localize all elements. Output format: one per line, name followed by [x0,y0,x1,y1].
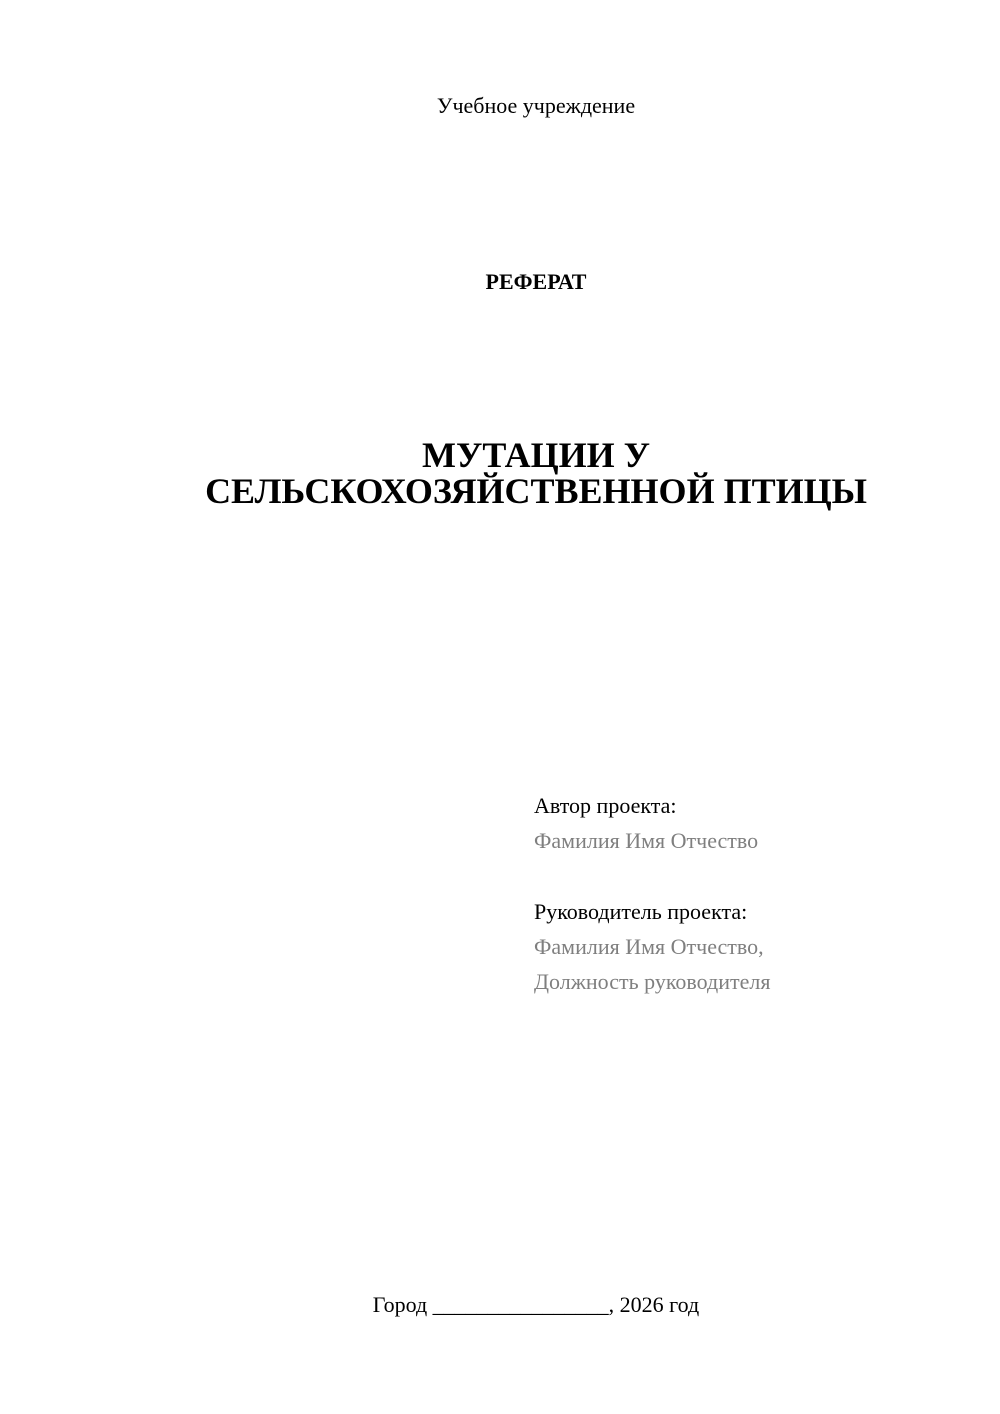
supervisor-name-placeholder: Фамилия Имя Отчество, [534,934,764,959]
institution-name: Учебное учреждение [436,93,636,118]
authors-spacer [534,858,770,894]
author-name-placeholder: Фамилия Имя Отчество [534,828,759,853]
author-label: Автор проекта: [534,793,677,818]
document-title-line-1: МУТАЦИИ У [421,435,651,475]
document-type-label: РЕФЕРАТ [485,269,587,294]
document-title-line-2: СЕЛЬСКОХОЗЯЙСТВЕННОЙ ПТИЦЫ [205,471,867,511]
supervisor-label: Руководитель проекта: [534,899,748,924]
document-title [0,437,1000,509]
authors-block [534,788,770,999]
city-year-line: Город ________________, 2026 год [372,1292,700,1317]
supervisor-position-placeholder: Должность руководителя [534,969,771,994]
